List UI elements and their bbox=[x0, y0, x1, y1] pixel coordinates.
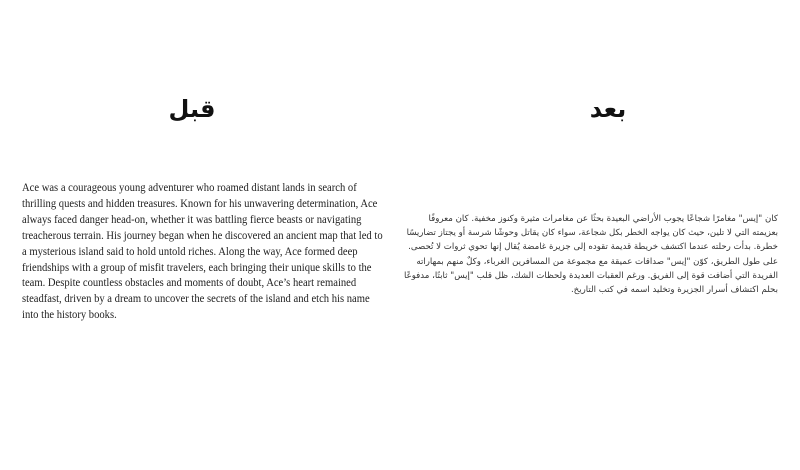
after-column bbox=[402, 0, 778, 470]
english-paragraph: Ace was a courageous young adventurer who roamed distant lands in search of thrilling quests and hidden treasures. Known for his unwavering determination, Ace always faced danger head-on, whether it was battling fierce beasts or navigating treacherous terrain. His journey began when he discovered an ancient map that led to a mysterious island said to hold untold riches. Along the way, Ace formed deep friendships with a group of misfit travelers, each bringing their unique skills to the team. Despite countless obstacles and moments of doubt, Ace’s heart remained steadfast, driven by a dream to uncover the secrets of the island and etch his name into the history books. bbox=[22, 182, 383, 322]
after-heading: بعد bbox=[589, 95, 627, 123]
before-column bbox=[22, 0, 384, 470]
arabic-paragraph: كان "إيس" مغامرًا شجاعًا يجوب الأراضي البعيدة بحثًا عن مغامرات مثيرة وكنوز مخفية. كان معروفًا بعزيمته التي لا تلين، حيث كان يواجه الخطر بكل شجاعة، سواء كان يقاتل وحوشًا شرسة أو يجتاز تضاريسًا خطرة. بدأت رحلته عندما اكتشف خريطة قديمة تقوده إلى جزيرة غامضة يُقال إنها تحوي ثروات لا تُحصى. على طول الطريق، كوّن "إيس" صداقات عميقة مع مجموعة من المسافرين الغرباء، وكلٌ منهم بمهاراته الفريدة التي أضافت قوة إلى الفريق. ورغم العقبات العديدة ولحظات الشك، ظل قلب "إيس" ثابتًا، مدفوعًا بحلم اكتشاف أسرار الجزيرة وتخليد اسمه في كتب التاريخ. bbox=[403, 214, 778, 296]
before-heading: قبل bbox=[168, 95, 216, 123]
